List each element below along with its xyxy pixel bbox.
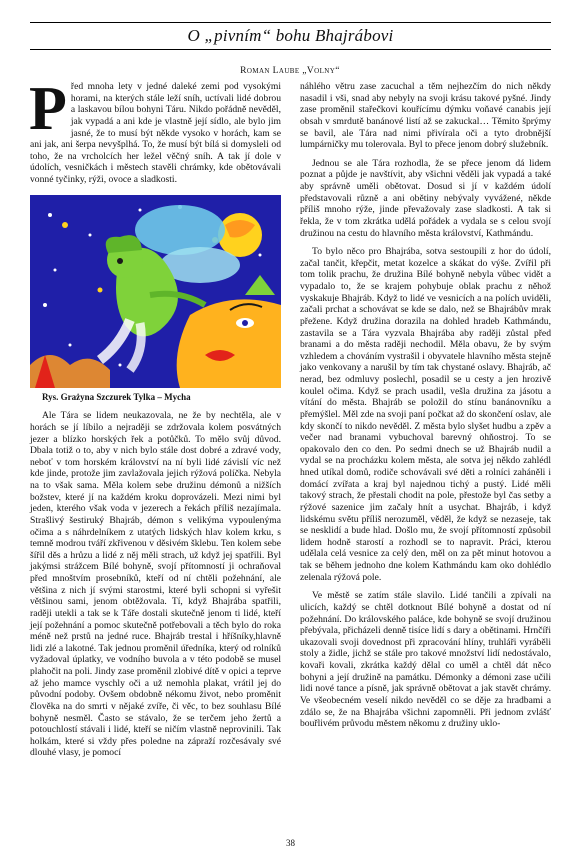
page-number: 38 <box>286 838 295 848</box>
drop-cap: P <box>29 75 67 143</box>
article-title: O „pivním“ bohu Bhajrábovi <box>187 26 394 45</box>
left-column <box>29 75 281 759</box>
top-rule <box>30 22 551 23</box>
illustration <box>30 195 281 388</box>
figure-caption: Rys. Grażyna Szczurek Tylka – Mycha <box>42 391 191 402</box>
right-paragraph-1: náhlého větru zase zacuchal a těm nejhezčím do nich někdy nasadil i vši, snad aby nebyly na svoji krásu takové pyšné. Jindy zase proměnil stařečkovi kouřícímu dýmku voňavé canabis její obsah v smrdutě banánové listí až se zakuckal… Těmito šprýmy se bavil, ale Tára nad nimi přivírala oči a tyto drobnější lumpárničky mu tolerovala. Byl to přece jenom dobrý služebník. <box>300 81 551 151</box>
fairy-wing <box>135 205 225 255</box>
right-column <box>300 81 551 730</box>
right-paragraph-3: To bylo něco pro Bhajrába, sotva sestoupili z hor do údolí, začal tančit, křepčit, metat kozelce a skákat do výše. Zvířil při tom tolik prachu, že družina Bílé bohyně nebyla vůbec vidět a vypadalo to, že se krajem pohybuje oblak prachu z něhož vyskakuje Bhajráb. Když to lidé ve vesnicích a na polích uviděli, začali prchat a schovávat se kde se dalo, než se Bhajrábův mrak přežene. Když družina dorazila na dohled hradeb Kathmándu, zastavila se a Tára vyzvala Bhajrába aby raději zůstal před branami a do města raději nechodil. Měla obavu, že by svým vzhledem a chováním vystrašil i obyvatele hlavního města stejně jako venkovany a narušil by tím tak chystané oslavy. Bhajráb, ač nerad, bez odmluvy poslechl, posadil se u cesty a jen hrozivě koulel očima. Když se prach usadil, vešla družina za jásotu a vítání do města. Bhajráb se položil do stínu banánovníku a přemýšlel. Měl zde na svoji paní počkat až do skončení oslav, ale kdy skončí to nikdo nevěděl. Z města bylo slyšet hudbu a zpěv a večer nad branami vybuchoval barevný ohňostroj. To se opakovalo den co den. Po sedmi dnech se už Bhajráb nudil a vydal se na procházku kolem města, ale sotva jej někdo zahlédl hned utíkal domů, rodiče schovávali své děti a rolníci zaháněli i domácí zvířata a kraj byl najednou tichý a pustý. Lidé měli takový strach, že přestali chodit na pole, přestože byl čas setby a rýžové sazenice jim začaly hnít a usychat. Bhajráb, i když lidskému světu příliš nerozuměl, věděl, že když se nezaseje, tak se nesklidí a bude hlad. Došlo mu, že svojí přítomností způsobil lidem hodně starostí a rozhodl se to napravit. Práci, kterou udělala celá vesnice za celý den, měl on za pět minut hotovou a tak se během jednoho dne kolem Kathmándu kam oko dohlédlo zelenala rýžová pole. <box>300 246 551 583</box>
first-paragraph-text: řed mnoha lety v jedné daleké zemi pod vysokými horami, na kterých stále leží sníh, uctívali lidé dobrou a laskavou bílou bohyni Táru. Nikdo pořádně nevěděl, jak vypadá a ani kde je vlastně její sídlo, ale bylo jim jasné, že to musí být někde vysoko v horách, kam se ani jak, ani šerpa nevyšplhá. To, že musí být bílá si domysleli od toho, že na vrcholcích her ležel věčný sníh. A tak jí dole v údolích, vesničkách i městech stavěli chrámky, kde obětovávali vonné tyčinky, rýži, ovoce a sladkosti. <box>30 81 281 185</box>
right-paragraph-4: Ve městě se zatím stále slavilo. Lidé tančili a zpívali na ulicích, každý se chtěl dotknout Bílé bohyně a dostat od ní požehnání. Do královského paláce, kde bohyně se svojí družinou přebývala, přicházeli denně tisíce lidí s dary a obětinami. Hrnčíři ukazovali svoji dovednost při zpracování hlíny, truhláři vyráběli stoly a židle, jichž se stále pro takové množství lidí nedostávalo, kovaři kovali, zkrátka každý dělal co uměl a chtěl dát něco bohyni a její družině na památku. Démonky a démoni zase učili lidi nové tance a písně, jak správně obětovat a jak stavět chrámy. Ve všeobecném veselí nikdo nevěděl co se děje za hradbami a zdálo se, že na Bhajrába všichni zapomněli. Při jednom zvlášť bouřlivém průvodu městem někomu z družiny uklo- <box>300 590 551 730</box>
article-byline: Roman Laube „Volny“ <box>240 66 340 76</box>
illustration-drawing <box>30 195 281 388</box>
left-paragraph-1: Ale Tára se lidem neukazovala, ne že by nechtěla, ale v horách se jí líbilo a nejraději se zdržovala kolem posvátných jezer a blízko horských řek a potůčků. To mělo svůj důvod. Dbala totiž o to, aby v nich bylo stále dost dobré a zdravé vody, neboť v tom horském království na ní byli lidé závislí víc než kde jinde, protože jim zavlažovala jejich rýžová políčka. Nebyla na to však sama. Měla kolem sebe družinu démonů a nižších božstev, které jí na každém kroku doprovázeli. Mezi nimi byl jeden, kterého však voda v jezerech a řekách příliš nezajímala. Strašlivý šestiruký Bhajráb, démon s velikýma vypoulenýma očima a s náhrdelníkem z utatých lidských hlav kolem krku, s temně modrou tváří zkřivenou v děsivém šklebu. Ten kolem sebe šířil děs a hrůzu a lidé z něj měli strach, už když jej spatřili. Byl jakýmsi strážcem Bílé bohyně, svojí přítomností ji ochraňoval před mnoštvím prosebníků, kteří od ní chtěli požehnání, ale většina z nich jí svými starostmi, které byli schopni si vyřešit většinou sami, jenom obtěžovala. Tí, když Bhajrába spatřili, raději utekli a tak se k Táře dostali skutečně jenom ti lidé, kteří její požehnání a pomoc skutečně potřebovali a těch bylo do roka méně než prstů na jedné ruce. Bhajráb trestal i hříšníky,hlavně lidi zlé a lakotné. Tak jednou proměnil úředníka, který od rolníků vyžadoval úplatky, ve vodního buvola a v této podobě se musel plahočit na poli. Jindy zase proměnil zlobivé dítě v opici a teprve až jeho mamce vyschly oči a už nemohla plakat, vrátil jej do původní podoby. Ovšem obdobně nékomu život, nebo proměnit člověka na do smrti v nějaké zvíře, či věc, to bez souhlasu Bílé bohyně nesměl. Často se stávalo, že se terčem jeho žertů a potouchlostí stávali i lidé, kteří se ničím vlastně neprovinili. Tak holkám, které si vždy přes poledne na zápraží rozčesávaly své dlouhé vlasy, je pomocí <box>30 410 281 759</box>
title-rule <box>30 49 551 50</box>
first-paragraph <box>29 75 281 186</box>
right-paragraph-2: Jednou se ale Tára rozhodla, že se přece jenom dá lidem poznat a půjde je navštívit, aby všichni věděli jak vypadá a také aby správně uměli obětovat. Dosud si jí v každém údolí představovali různě a ani obětiny nebývaly vyvážené, někde příliš mnoho rýže, jinde převažovaly zase sladkosti. A tak si řekla, že v tom zkrátka udělá pořádek a vydala se s celou svojí družinou na cestu do hlavního města království, Kathmándu. <box>300 157 551 239</box>
